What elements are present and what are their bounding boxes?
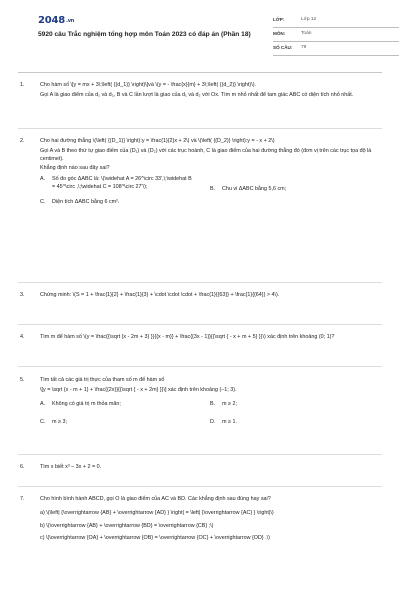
site-logo[interactable]	[38, 14, 74, 29]
meta-label: MÔN:	[273, 31, 286, 37]
meta-label: LỚP:	[273, 17, 285, 23]
answer-option-c[interactable]	[40, 419, 210, 427]
question-text: b) \(\overrightarrow {AB} + \overrightarrow {BD} = \overrightarrow {CB} ;\)	[40, 522, 214, 529]
question-text: \[y = \sqrt {x - m + 1} + \frac{{2x}}{{\sqrt { - x + 2m} }}\] xác định trên khoảng (–1; 3).	[40, 386, 237, 393]
option-letter: C.	[40, 419, 46, 426]
question-6	[20, 464, 380, 474]
option-text: Chu vi ΔABC bằng 5,6 cm;	[222, 186, 287, 193]
header-divider	[18, 72, 382, 73]
question-number: 1.	[20, 82, 25, 88]
question-7	[20, 496, 380, 545]
logo-suffix-text: .vn	[66, 18, 75, 24]
option-text: m ≥ 2;	[222, 400, 237, 407]
question-divider	[18, 128, 382, 129]
question-text: Tìm x biết x³ – 3x + 2 = 0.	[40, 464, 102, 470]
question-text: Gọi A là giao điểm của d₁ và d₂, B và C lần lượt là giao của d₁ và d₂ với Ox. Tìm m nhỏ nhất để tam giác ABC có diện tích nhỏ nhất.	[40, 91, 354, 98]
question-divider	[18, 282, 382, 283]
document-title: 5920 câu Trắc nghiệm tổng hợp môn Toán 2023 có đáp án (Phần 18)	[38, 31, 251, 38]
meta-value: 79	[301, 45, 307, 51]
question-3	[20, 292, 380, 302]
question-1	[20, 82, 380, 102]
option-text: Diện tích ΔABC bằng 6 cm².	[52, 199, 120, 206]
option-letter: A.	[40, 400, 46, 407]
logo-main-text: 2048	[38, 15, 66, 26]
question-number: 4.	[20, 334, 25, 340]
answer-option-a[interactable]	[40, 176, 210, 194]
meta-value: Toán	[301, 31, 312, 37]
question-number: 6.	[20, 464, 25, 470]
question-text: Cho hai đường thẳng \(\left( {(D_1)} \right):y = \frac{1}{2}x + 2\) và \(\left( {(D_2)} \right):y = - x + 2\)	[40, 138, 275, 144]
page-header	[18, 0, 382, 68]
question-text: Chứng minh: \(S = 1 + \frac{1}{2} + \frac{1}{3} + \cdot \cdot \cdot + \frac{1}{{63}} + \frac{1}{{64}} > 4\).	[40, 292, 280, 298]
option-letter: C.	[40, 199, 46, 206]
question-2	[20, 138, 380, 212]
option-letter: B.	[210, 400, 216, 407]
answer-option-d[interactable]	[210, 419, 380, 427]
question-number: 2.	[20, 138, 25, 144]
answer-option-a[interactable]	[40, 401, 210, 409]
option-text: m ≥ 1.	[222, 419, 237, 426]
question-divider	[18, 366, 382, 367]
question-divider	[18, 454, 382, 455]
option-letter: A.	[40, 176, 46, 183]
answer-option-b[interactable]	[210, 401, 380, 409]
meta-label: SỐ CÂU:	[273, 45, 293, 51]
option-text: Không có giá trị m thỏa mãn;	[52, 400, 121, 407]
question-4	[20, 334, 380, 344]
question-text: Gọi A và B theo thứ tự giao điểm của (D₁) và (D₂) với các trục hoành, C là giao điểm của hai đường thẳng đó (đơn vị trên các trục tọa độ là centimet).	[40, 147, 372, 162]
answer-option-b[interactable]	[210, 176, 380, 194]
meta-row-class	[273, 14, 399, 28]
answer-options	[40, 401, 380, 433]
meta-row-count	[273, 42, 399, 56]
option-text: m ≥ 3;	[52, 419, 67, 426]
question-text: Khẳng định nào sau đây sai?	[40, 165, 110, 172]
meta-row-subject	[273, 28, 399, 42]
question-text: c) \(\overrightarrow {OA} + \overrightarrow {OB} = \overrightarrow {OC} + \overrightarrow {OD} .\)	[40, 535, 270, 542]
question-divider	[18, 324, 382, 325]
question-number: 5.	[20, 377, 25, 383]
question-number: 7.	[20, 496, 25, 502]
option-letter: D.	[210, 419, 216, 426]
meta-value: Lớp 12	[301, 17, 317, 23]
question-text: Cho hàm số \[y = mx + 3\;\left( {(d_1)} \right)\]và \(y = - \frac{x}{m} + 3\;\left( {(d_2)} \right)\).	[40, 82, 257, 88]
question-number: 3.	[20, 292, 25, 298]
question-text: Cho hình bình hành ABCD, gọi O là giao điểm của AC và BD. Các khẳng định sau đúng hay sai?	[40, 496, 271, 502]
question-divider	[18, 486, 382, 487]
question-5	[20, 377, 380, 432]
option-text: Số đo góc ΔABC là: \(\widehat A = 26^\circ 33',\;\widehat B = 45^\circ ,\;\widehat C = 108^\circ 27'\);	[52, 176, 192, 191]
question-text: Tìm m để hàm số \(y = \frac{{\sqrt {x - 2m + 3} }}{{x - m}} + \frac{{3x - 1}}{{\sqrt { - x + m + 5} }}\) xác định trên khoảng (0; 1)?	[40, 334, 335, 340]
answer-options	[40, 176, 380, 212]
option-letter: B.	[210, 186, 216, 193]
meta-table	[273, 14, 399, 56]
answer-option-c[interactable]	[40, 199, 380, 207]
question-text: Tìm tất cả các giá trị thực của tham số m để hàm số	[40, 377, 165, 383]
question-text: a) \(\left| {\overrightarrow {AB} + \overrightarrow {AD} } \right| = \left| {\overrightarrow {AC} } \right|\)	[40, 509, 274, 516]
